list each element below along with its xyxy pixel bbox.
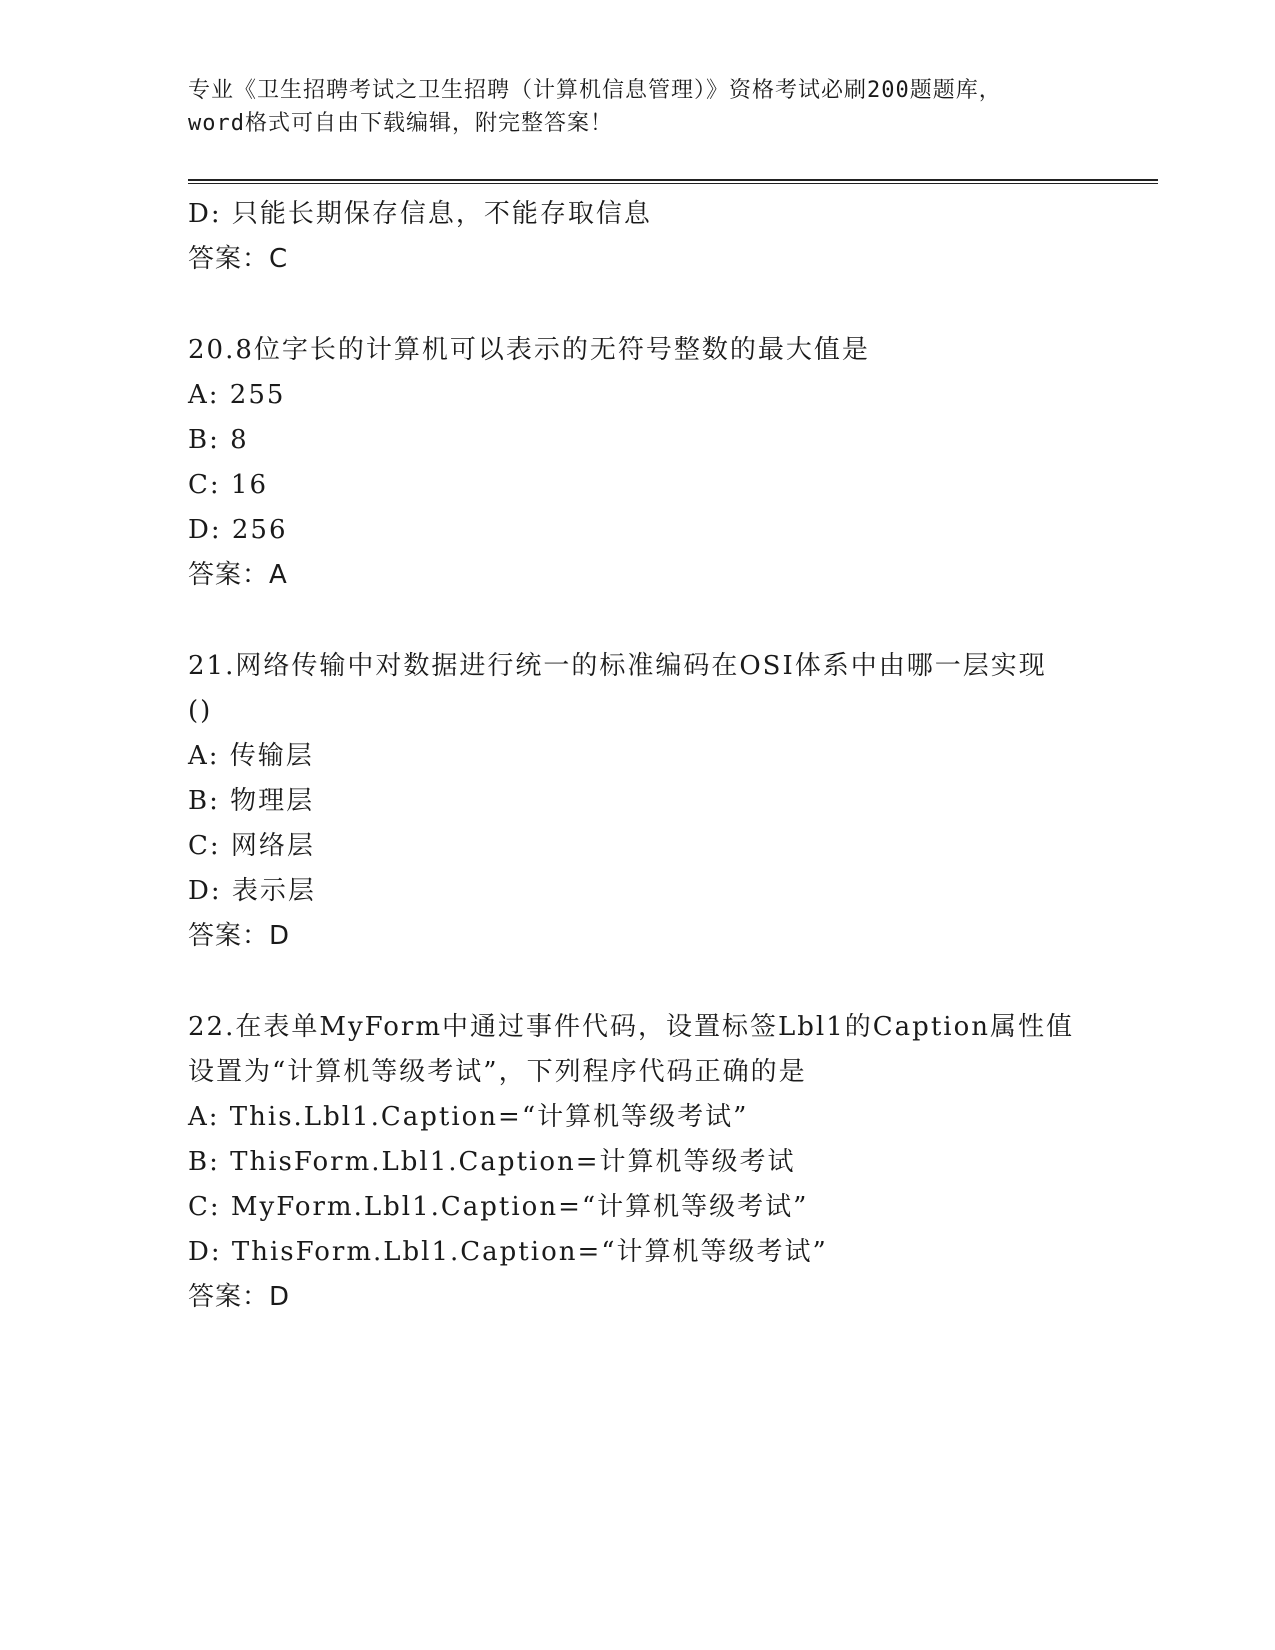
answer-text: 答案：D — [188, 1282, 291, 1312]
question-text-line2: 设置为“计算机等级考试”，下列程序代码正确的是 — [188, 1057, 807, 1087]
option-a: A: 传输层 — [188, 741, 314, 771]
question-22 — [188, 1005, 1088, 1320]
previous-question-tail — [188, 192, 1088, 282]
question-text: 20.8位字长的计算机可以表示的无符号整数的最大值是 — [188, 335, 870, 365]
option-c: C: 16 — [188, 470, 269, 500]
spacer — [188, 598, 1088, 644]
spacer — [188, 959, 1088, 1005]
option-d: D: 只能长期保存信息，不能存取信息 — [188, 199, 652, 229]
answer-text: 答案：C — [188, 244, 289, 274]
answer-text: 答案：A — [188, 560, 288, 590]
option-a: A: This.Lbl1.Caption=“计算机等级考试” — [188, 1102, 749, 1132]
answer-text: 答案：D — [188, 921, 291, 951]
option-d: D: 256 — [188, 515, 288, 545]
option-d: D: 表示层 — [188, 876, 316, 906]
question-text-line2: () — [188, 696, 213, 726]
question-21 — [188, 644, 1088, 959]
question-list — [188, 192, 1088, 1320]
option-b: B: 物理层 — [188, 786, 315, 816]
header-divider — [188, 179, 1158, 184]
question-text-line1: 22.在表单MyForm中通过事件代码，设置标签Lbl1的Caption属性值 — [188, 1012, 1074, 1042]
option-a: A: 255 — [188, 380, 286, 410]
option-c: C: 网络层 — [188, 831, 315, 861]
option-b: B: ThisForm.Lbl1.Caption=计算机等级考试 — [188, 1147, 796, 1177]
header-title-line1: 专业《卫生招聘考试之卫生招聘（计算机信息管理）》资格考试必刷200题题库， — [188, 78, 1002, 103]
option-c: C: MyForm.Lbl1.Caption=“计算机等级考试” — [188, 1192, 809, 1222]
option-b: B: 8 — [188, 425, 249, 455]
spacer — [188, 282, 1088, 328]
option-d: D: ThisForm.Lbl1.Caption=“计算机等级考试” — [188, 1237, 828, 1267]
question-text-line1: 21.网络传输中对数据进行统一的标准编码在OSI体系中由哪一层实现 — [188, 651, 1047, 681]
question-20 — [188, 328, 1088, 598]
document-header — [188, 74, 1108, 140]
header-title-line2: word格式可自由下载编辑，附完整答案！ — [188, 111, 613, 136]
